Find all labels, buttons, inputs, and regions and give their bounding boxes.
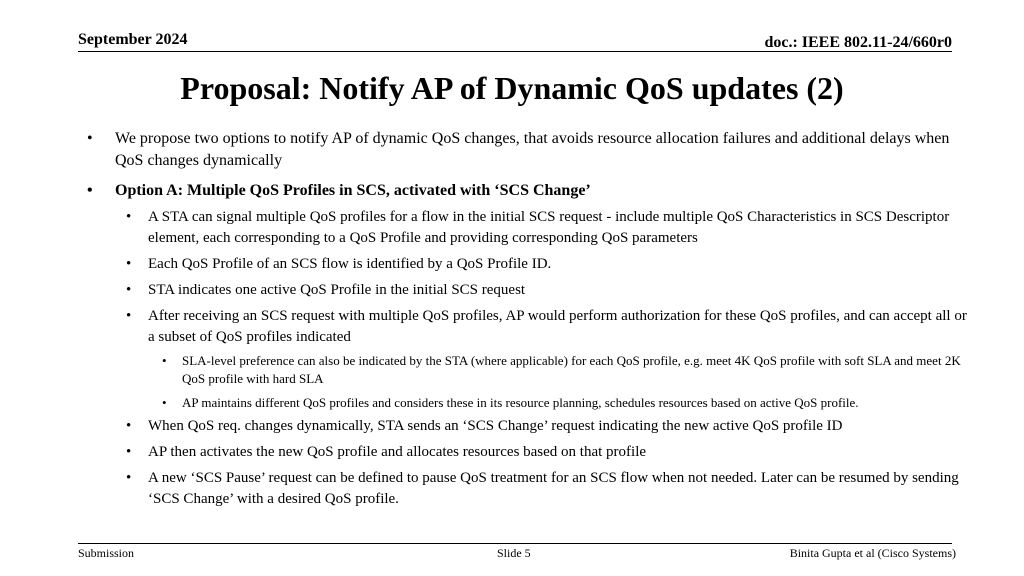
bullet-intro	[87, 128, 955, 172]
bullet-marker: •	[126, 209, 132, 225]
bullet-marker: •	[126, 444, 132, 460]
bullet-marker: •	[126, 282, 132, 298]
sub-sub-bullet-sla	[162, 352, 972, 388]
bullet-marker: •	[126, 418, 132, 434]
header-doc-id: doc.: IEEE 802.11-24/660r0	[764, 34, 952, 51]
sub-bullet-active-profile	[126, 280, 968, 301]
bullet-text: When QoS req. changes dynamically, STA sends an ‘SCS Change’ request indicating the new active QoS profile ID	[148, 418, 843, 434]
header-date: September 2024	[78, 31, 188, 48]
footer-slide-number: Slide 5	[497, 546, 531, 560]
sub-bullet-activate-profile	[126, 442, 968, 463]
bullet-marker: •	[126, 256, 132, 272]
bullet-text: AP then activates the new QoS profile and allocates resources based on that profile	[148, 444, 647, 460]
bullet-marker: •	[87, 182, 93, 199]
bullet-text: Option A: Multiple QoS Profiles in SCS, activated with ‘SCS Change’	[115, 182, 591, 199]
bullet-text: A STA can signal multiple QoS profiles for a flow in the initial SCS request - include multiple QoS Characteristics in SCS Descriptor element, each corresponding to a QoS Profile and providing corresponding QoS parameters	[148, 209, 950, 246]
footer-submission: Submission	[78, 546, 135, 560]
header-divider	[78, 51, 952, 52]
bullet-marker: •	[126, 470, 132, 486]
bullet-marker: •	[87, 130, 93, 147]
footer-divider	[78, 543, 952, 544]
bullet-text: STA indicates one active QoS Profile in the initial SCS request	[148, 282, 526, 298]
sub-bullet-profile-id	[126, 254, 968, 275]
sub-bullet-multiple-profiles	[126, 207, 968, 249]
bullet-text: We propose two options to notify AP of dynamic QoS changes, that avoids resource allocation failures and additional delays when QoS changes dynamically	[115, 130, 950, 169]
footer-author: Binita Gupta et al (Cisco Systems)	[789, 546, 956, 560]
bullet-text: A new ‘SCS Pause’ request can be defined to pause QoS treatment for an SCS flow when not needed. Later can be resumed by sending ‘SCS Change’ with a desired QoS profile.	[148, 470, 959, 507]
bullet-marker: •	[162, 353, 167, 368]
bullet-marker: •	[162, 395, 167, 410]
bullet-text: Each QoS Profile of an SCS flow is identified by a QoS Profile ID.	[148, 256, 552, 272]
sub-sub-bullet-resource-planning	[162, 394, 972, 412]
sub-bullet-scs-pause	[126, 468, 968, 510]
bullet-option-a	[87, 180, 955, 202]
sub-bullet-scs-change	[126, 416, 968, 437]
bullet-text: AP maintains different QoS profiles and considers these in its resource planning, schedules resources based on active QoS profile.	[182, 395, 859, 410]
bullet-text: SLA-level preference can also be indicated by the STA (where applicable) for each QoS profile, e.g. meet 4K QoS profile with soft SLA and meet 2K QoS profile with hard SLA	[182, 353, 961, 386]
bullet-text: After receiving an SCS request with multiple QoS profiles, AP would perform authorization for these QoS profiles, and can accept all or a subset of QoS profiles indicated	[148, 308, 967, 345]
sub-bullet-authorization	[126, 306, 968, 348]
slide-title: Proposal: Notify AP of Dynamic QoS updates (2)	[180, 70, 844, 106]
bullet-marker: •	[126, 308, 132, 324]
